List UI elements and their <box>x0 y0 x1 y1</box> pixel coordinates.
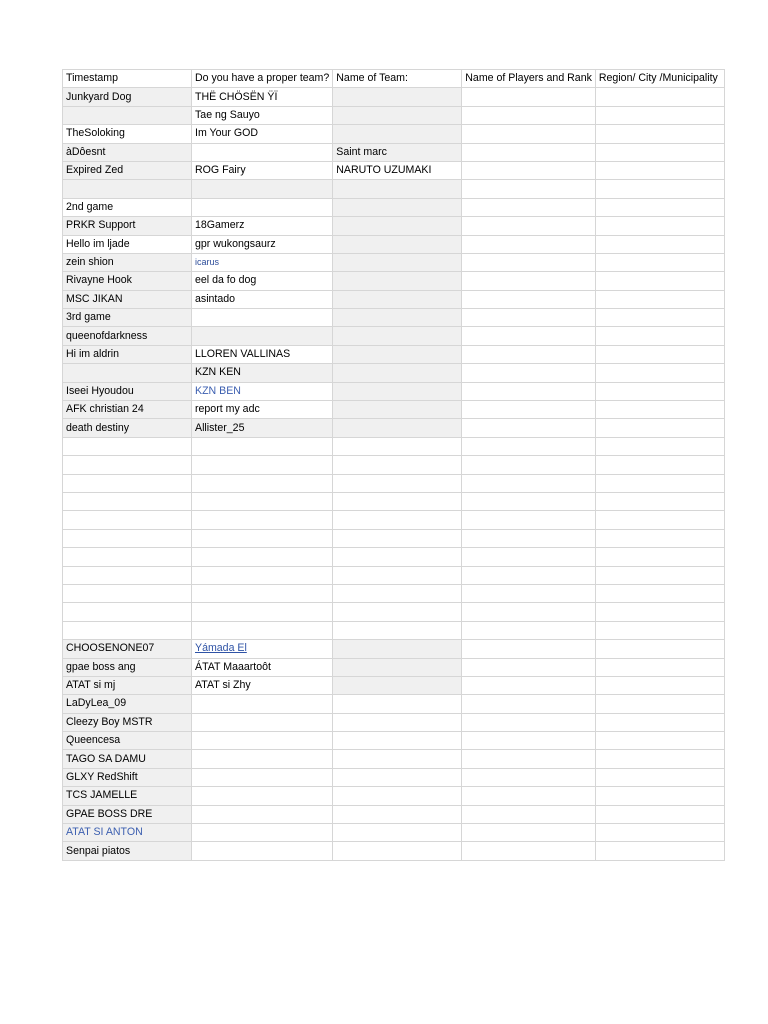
table-cell: KZN BEN <box>192 382 333 400</box>
table-cell <box>462 566 596 584</box>
table-row <box>63 768 725 786</box>
table-cell <box>63 106 192 124</box>
table-row <box>63 382 725 400</box>
table-cell <box>462 88 596 106</box>
table-cell <box>462 235 596 253</box>
table-cell <box>333 345 462 363</box>
table-cell <box>192 474 333 492</box>
table-cell <box>462 217 596 235</box>
table-cell <box>192 180 333 198</box>
table-cell <box>595 106 724 124</box>
table-cell <box>192 309 333 327</box>
table-cell <box>333 584 462 602</box>
table-cell <box>192 713 333 731</box>
header-team-name: Name of Team: <box>333 70 462 88</box>
table-cell <box>192 327 333 345</box>
table-cell <box>333 364 462 382</box>
table-cell <box>192 732 333 750</box>
table-cell <box>333 842 462 860</box>
table-cell <box>462 768 596 786</box>
table-row <box>63 492 725 510</box>
table-cell: Hi im aldrin <box>63 345 192 363</box>
table-cell: Expired Zed <box>63 161 192 179</box>
header-players-rank: Name of Players and Rank <box>462 70 596 88</box>
table-cell <box>462 161 596 179</box>
table-row <box>63 695 725 713</box>
table-cell <box>333 309 462 327</box>
table-cell <box>333 713 462 731</box>
table-cell <box>462 143 596 161</box>
table-row <box>63 235 725 253</box>
table-cell <box>595 419 724 437</box>
table-cell: LaDyLea_09 <box>63 695 192 713</box>
table-cell: GPAE BOSS DRE <box>63 805 192 823</box>
table-cell <box>192 584 333 602</box>
table-cell: zein shion <box>63 253 192 271</box>
table-row <box>63 125 725 143</box>
table-cell <box>333 529 462 547</box>
table-cell <box>595 327 724 345</box>
table-cell <box>462 492 596 510</box>
table-cell: gpr wukongsaurz <box>192 235 333 253</box>
table-cell: ÁTAT Maaartoôt <box>192 658 333 676</box>
table-cell <box>595 492 724 510</box>
table-cell <box>462 584 596 602</box>
table-cell: Iseei Hyoudou <box>63 382 192 400</box>
table-cell <box>333 456 462 474</box>
table-cell <box>333 732 462 750</box>
table-cell <box>333 125 462 143</box>
table-cell <box>462 676 596 694</box>
table-cell <box>462 198 596 216</box>
table-cell <box>333 290 462 308</box>
table-row <box>63 584 725 602</box>
table-cell <box>595 584 724 602</box>
table-cell <box>462 253 596 271</box>
table-row <box>63 456 725 474</box>
table-row <box>63 621 725 639</box>
table-cell <box>595 548 724 566</box>
table-cell: LLOREN VALLINAS <box>192 345 333 363</box>
table-cell <box>63 180 192 198</box>
table-cell <box>192 603 333 621</box>
table-cell <box>462 658 596 676</box>
table-cell <box>192 787 333 805</box>
table-cell <box>192 548 333 566</box>
header-row <box>63 70 725 88</box>
table-cell: CHOOSENONE07 <box>63 640 192 658</box>
table-row <box>63 842 725 860</box>
table-cell <box>462 548 596 566</box>
table-row <box>63 290 725 308</box>
table-row <box>63 106 725 124</box>
table-cell <box>462 511 596 529</box>
table-cell <box>595 382 724 400</box>
table-cell: death destiny <box>63 419 192 437</box>
table-cell <box>462 695 596 713</box>
table-cell: Junkyard Dog <box>63 88 192 106</box>
table-cell <box>462 309 596 327</box>
table-cell <box>333 676 462 694</box>
header-proper-team: Do you have a proper team? <box>192 70 333 88</box>
table-cell <box>333 658 462 676</box>
table-row <box>63 253 725 271</box>
table-row <box>63 419 725 437</box>
table-row <box>63 548 725 566</box>
table-cell <box>333 437 462 455</box>
table-row <box>63 732 725 750</box>
table-cell <box>333 566 462 584</box>
spreadsheet-table <box>62 69 725 861</box>
table-cell <box>63 437 192 455</box>
table-cell <box>462 529 596 547</box>
table-cell <box>333 419 462 437</box>
header-region: Region/ City /Municipality <box>595 70 724 88</box>
table-cell: gpae boss ang <box>63 658 192 676</box>
table-cell <box>462 272 596 290</box>
table-cell <box>192 824 333 842</box>
table-cell <box>333 180 462 198</box>
table-cell <box>63 621 192 639</box>
table-cell <box>63 548 192 566</box>
table-cell <box>595 695 724 713</box>
table-cell <box>333 235 462 253</box>
table-cell <box>192 621 333 639</box>
table-cell <box>462 732 596 750</box>
table-cell <box>595 456 724 474</box>
table-cell <box>462 401 596 419</box>
table-row <box>63 713 725 731</box>
table-cell <box>333 106 462 124</box>
table-cell <box>462 603 596 621</box>
table-cell <box>595 787 724 805</box>
table-cell <box>192 437 333 455</box>
table-row <box>63 401 725 419</box>
table-cell: Allister_25 <box>192 419 333 437</box>
table-cell <box>333 621 462 639</box>
table-cell <box>192 750 333 768</box>
table-row <box>63 180 725 198</box>
table-row <box>63 566 725 584</box>
table-row <box>63 640 725 658</box>
header-timestamp: Timestamp <box>63 70 192 88</box>
table-cell[interactable]: Yámada El <box>192 640 333 658</box>
table-cell: Queencesa <box>63 732 192 750</box>
table-cell <box>63 474 192 492</box>
table-cell <box>192 529 333 547</box>
table-cell <box>333 272 462 290</box>
table-cell <box>333 88 462 106</box>
table-row <box>63 88 725 106</box>
table-cell <box>462 787 596 805</box>
table-row <box>63 824 725 842</box>
table-cell <box>333 548 462 566</box>
table-cell <box>333 253 462 271</box>
table-cell <box>333 695 462 713</box>
table-cell <box>63 529 192 547</box>
table-cell <box>462 125 596 143</box>
table-cell: Saint marc <box>333 143 462 161</box>
table-row <box>63 805 725 823</box>
table-cell <box>595 125 724 143</box>
table-cell <box>595 824 724 842</box>
table-cell <box>595 437 724 455</box>
table-cell <box>462 750 596 768</box>
table-cell <box>333 805 462 823</box>
table-cell <box>595 161 724 179</box>
table-cell: ATAT si Zhy <box>192 676 333 694</box>
table-cell <box>192 768 333 786</box>
table-cell <box>462 805 596 823</box>
table-cell <box>192 695 333 713</box>
table-cell: ROG Fairy <box>192 161 333 179</box>
table-cell <box>462 640 596 658</box>
table-cell: Im Your GOD <box>192 125 333 143</box>
table-cell: Tae ng Sauyo <box>192 106 333 124</box>
table-cell <box>595 235 724 253</box>
table-cell <box>595 309 724 327</box>
table-row <box>63 437 725 455</box>
table-cell <box>595 566 724 584</box>
table-cell <box>462 382 596 400</box>
table-cell <box>333 824 462 842</box>
table-cell <box>462 842 596 860</box>
table-cell <box>462 419 596 437</box>
table-row <box>63 161 725 179</box>
table-cell <box>595 217 724 235</box>
table-cell <box>63 511 192 529</box>
table-cell <box>595 290 724 308</box>
table-cell: 18Gamerz <box>192 217 333 235</box>
table-cell <box>595 713 724 731</box>
table-cell: TCS JAMELLE <box>63 787 192 805</box>
table-cell <box>333 603 462 621</box>
table-cell <box>595 272 724 290</box>
table-cell <box>595 676 724 694</box>
table-row <box>63 198 725 216</box>
table-row <box>63 143 725 161</box>
table-cell <box>462 474 596 492</box>
table-cell <box>595 180 724 198</box>
table-cell <box>333 640 462 658</box>
table-cell <box>63 566 192 584</box>
table-cell <box>63 492 192 510</box>
table-row <box>63 750 725 768</box>
table-cell <box>595 529 724 547</box>
table-cell <box>333 198 462 216</box>
table-cell <box>192 566 333 584</box>
table-cell <box>63 364 192 382</box>
table-cell: ATAT si mj <box>63 676 192 694</box>
table-cell: asintado <box>192 290 333 308</box>
table-cell <box>595 88 724 106</box>
table-cell <box>333 382 462 400</box>
table-cell <box>462 824 596 842</box>
table-cell <box>192 842 333 860</box>
table-row <box>63 327 725 345</box>
table-cell <box>63 603 192 621</box>
table-cell <box>333 474 462 492</box>
table-row <box>63 345 725 363</box>
table-cell <box>192 511 333 529</box>
table-cell <box>595 768 724 786</box>
table-cell <box>333 768 462 786</box>
table-cell <box>595 640 724 658</box>
table-cell <box>595 401 724 419</box>
table-cell <box>595 198 724 216</box>
table-cell <box>595 511 724 529</box>
table-cell: KZN KEN <box>192 364 333 382</box>
table-cell: àDôesnt <box>63 143 192 161</box>
table-cell <box>595 143 724 161</box>
table-cell <box>595 603 724 621</box>
table-cell <box>462 456 596 474</box>
table-cell <box>462 345 596 363</box>
table-cell: Rivayne Hook <box>63 272 192 290</box>
table-cell <box>333 327 462 345</box>
table-row <box>63 217 725 235</box>
table-row <box>63 658 725 676</box>
table-row <box>63 676 725 694</box>
table-cell <box>462 290 596 308</box>
table-cell <box>595 732 724 750</box>
table-cell <box>462 106 596 124</box>
table-cell <box>192 143 333 161</box>
table-row <box>63 474 725 492</box>
table-cell: Hello im ljade <box>63 235 192 253</box>
table-cell <box>333 750 462 768</box>
table-cell <box>595 474 724 492</box>
table-cell <box>462 621 596 639</box>
table-cell: Senpai piatos <box>63 842 192 860</box>
table-row <box>63 529 725 547</box>
table-cell <box>192 456 333 474</box>
table-row <box>63 364 725 382</box>
table-cell: 3rd game <box>63 309 192 327</box>
table-cell: PRKR Support <box>63 217 192 235</box>
table-cell <box>595 805 724 823</box>
table-row <box>63 603 725 621</box>
table-cell: icarus <box>192 253 333 271</box>
table-row <box>63 511 725 529</box>
table-row <box>63 787 725 805</box>
table-cell <box>595 364 724 382</box>
table-cell: GLXY RedShift <box>63 768 192 786</box>
table-cell <box>595 658 724 676</box>
table-cell: AFK christian 24 <box>63 401 192 419</box>
table-cell: TAGO SA DAMU <box>63 750 192 768</box>
spreadsheet-body <box>63 70 725 861</box>
table-cell <box>192 805 333 823</box>
table-cell: ATAT SI ANTON <box>63 824 192 842</box>
table-cell: TheSoloking <box>63 125 192 143</box>
table-row <box>63 272 725 290</box>
table-cell <box>462 327 596 345</box>
table-row <box>63 309 725 327</box>
table-cell: NARUTO UZUMAKI <box>333 161 462 179</box>
table-cell <box>192 198 333 216</box>
table-cell <box>333 511 462 529</box>
table-cell <box>333 401 462 419</box>
table-cell: Cleezy Boy MSTR <box>63 713 192 731</box>
table-cell: 2nd game <box>63 198 192 216</box>
table-cell <box>462 364 596 382</box>
table-cell <box>462 437 596 455</box>
table-cell: eel da fo dog <box>192 272 333 290</box>
table-cell <box>595 842 724 860</box>
table-cell <box>462 713 596 731</box>
table-cell <box>595 750 724 768</box>
table-cell <box>462 180 596 198</box>
table-cell <box>63 584 192 602</box>
table-cell <box>595 621 724 639</box>
table-cell <box>595 345 724 363</box>
table-cell: queenofdarkness <box>63 327 192 345</box>
table-cell: report my adc <box>192 401 333 419</box>
table-cell <box>192 492 333 510</box>
table-cell: THË CHÖSËN ŸÏ <box>192 88 333 106</box>
table-cell: MSC JIKAN <box>63 290 192 308</box>
table-cell <box>333 217 462 235</box>
table-cell <box>63 456 192 474</box>
table-cell <box>595 253 724 271</box>
table-cell <box>333 492 462 510</box>
table-cell <box>333 787 462 805</box>
